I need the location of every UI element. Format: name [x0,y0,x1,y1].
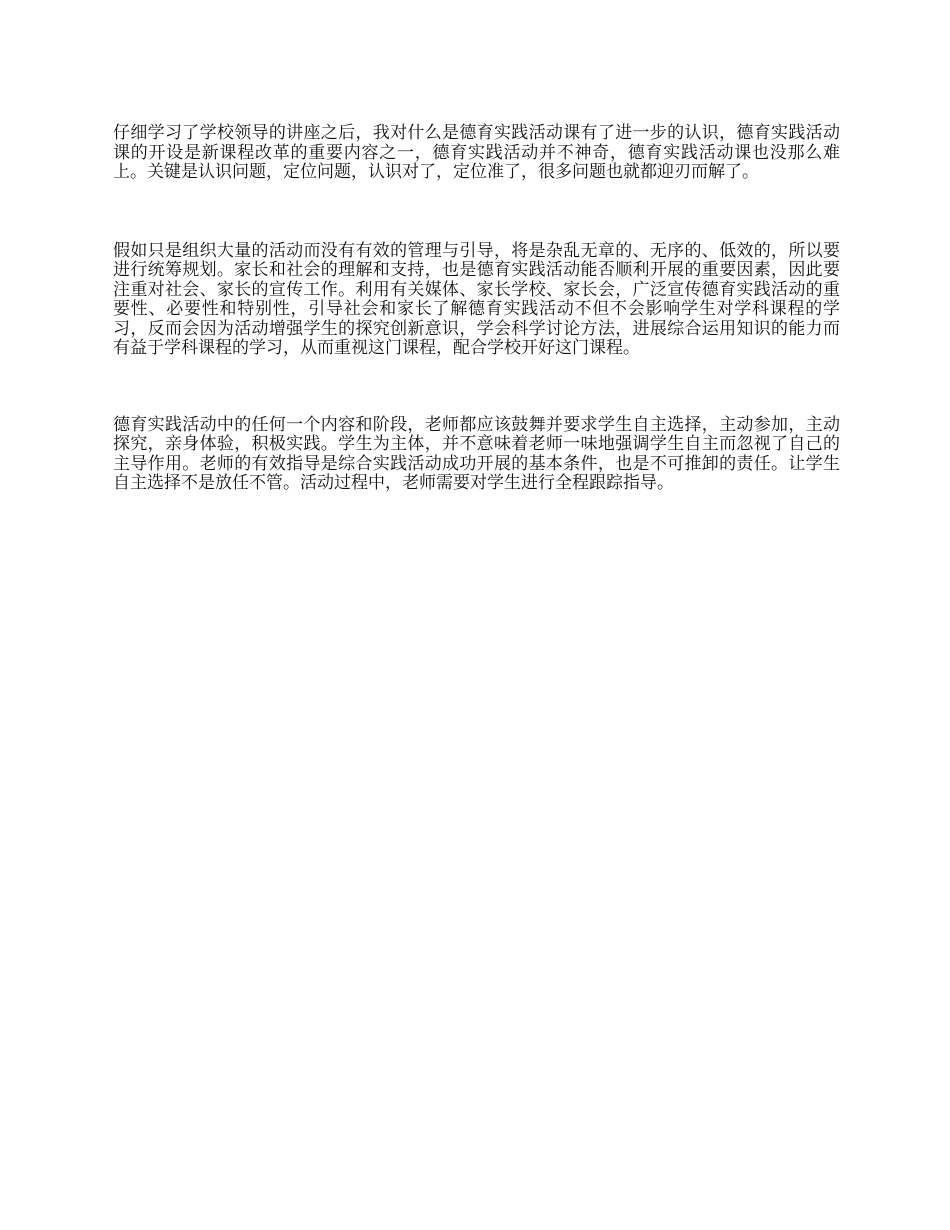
paragraph-3: 德育实践活动中的任何一个内容和阶段，老师都应该鼓舞并要求学生自主选择，主动参加，主动探究，亲身体验，积极实践。学生为主体，并不意味着老师一味地强调学生自主而忽视了自己的主导作用。老师的有效指导是综合实践活动成功开展的基本条件，也是不可推卸的责任。让学生自主选择不是放任不管。活动过程中，老师需要对学生进行全程跟踪指导。 [113,414,840,493]
paragraph-1: 仔细学习了学校领导的讲座之后，我对什么是德育实践活动课有了进一步的认识，德育实践活动课的开设是新课程改革的重要内容之一，德育实践活动并不神奇，德育实践活动课也没那么难上。关键是认识问题，定位问题，认识对了，定位准了，很多问题也就都迎刃而解了。 [113,123,840,182]
paragraph-2: 假如只是组织大量的活动而没有有效的管理与引导，将是杂乱无章的、无序的、低效的，所以要进行统筹规划。家长和社会的理解和支持，也是德育实践活动能否顺利开展的重要因素，因此要注重对社会、家长的宣传工作。利用有关媒体、家长学校、家长会，广泛宣传德育实践活动的重要性、必要性和特别性，引导社会和家长了解德育实践活动不但不会影响学生对学科课程的学习，反而会因为活动增强学生的探究创新意识，学会科学讨论方法，进展综合运用知识的能力而有益于学科课程的学习，从而重视这门课程，配合学校开好这门课程。 [113,240,840,358]
document-body [113,124,840,494]
